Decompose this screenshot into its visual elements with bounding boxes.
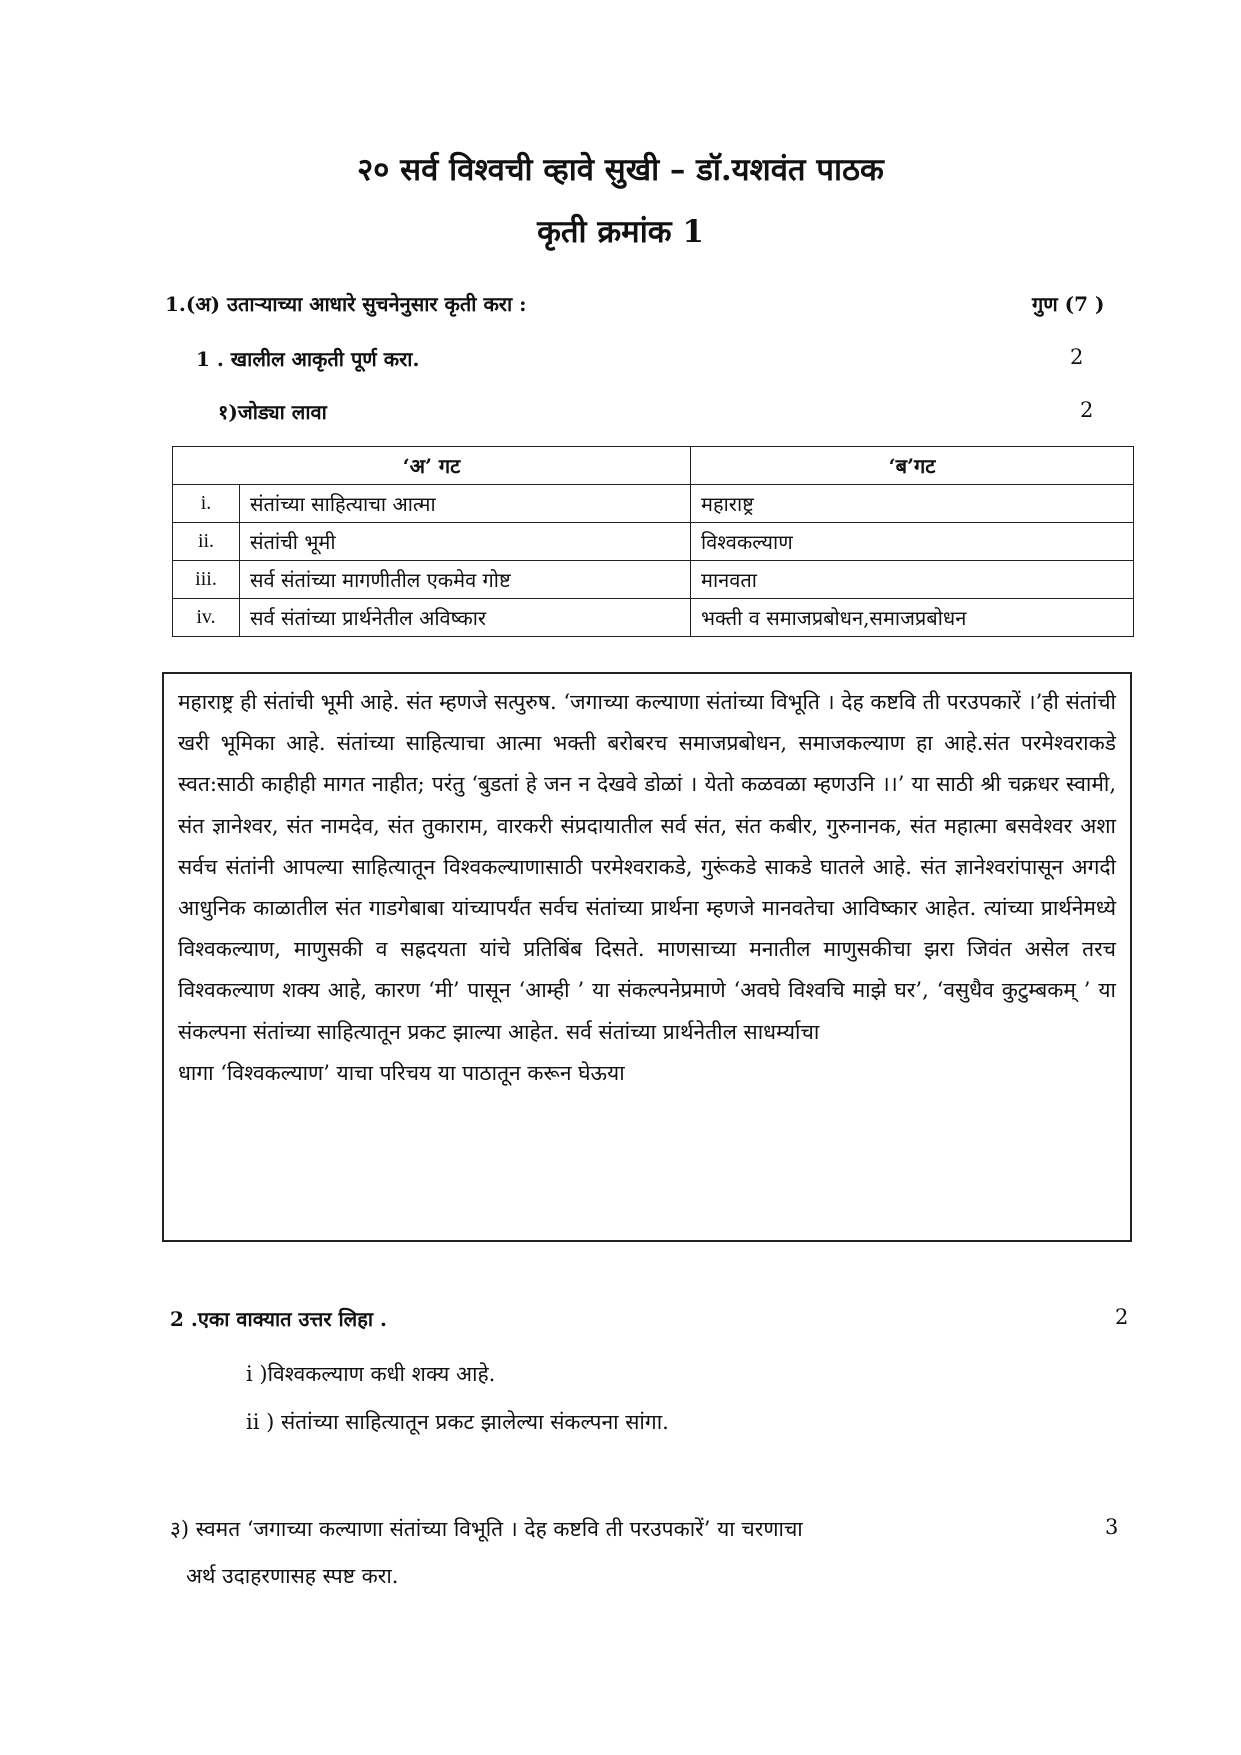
section-1-label: 1.(अ) उताऱ्याच्या आधारे सुचनेनुसार कृती करा : (165, 292, 527, 316)
subquestion-1-label: 1 . खालील आकृती पूर्ण करा. (196, 347, 420, 371)
question-2-item-2: ii ) संतांच्या साहित्यातून प्रकट झालेल्या संकल्पना सांगा. (246, 1410, 669, 1434)
subquestion-1-marks: 2 (1070, 345, 1084, 369)
question-2-item-1: i )विश्वकल्याण कधी शक्य आहे. (246, 1362, 496, 1386)
question-3-marks: 3 (1105, 1515, 1119, 1539)
passage-text: महाराष्ट्र ही संतांची भूमी आहे. संत म्हणजे सत्पुरुष. ‘जगाच्या कल्याणा संतांच्या विभूति । देह कष्टवि ती परउपकारें ।’ही संतांची खरी भूमिका आहे. संतांच्या साहित्याचा आत्मा भक्ती बरोबरच समाजप्रबोधन, समाजकल्याण हा आहे.संत परमेश्वराकडे स्वत:साठी काहीही मागत नाहीत; परंतु ‘बुडतां हे जन न देखवे डोळां । येतो कळवळा म्हणउनि ।।’ या साठी श्री चक्रधर स्वामी, संत ज्ञानेश्वर, संत नामदेव, संत तुकाराम, वारकरी संप्रदायातील सर्व संत, संत कबीर, गुरुनानक, संत महात्मा बसवेश्वर अशा सर्वच संतांनी आपल्या साहित्यातून विश्वकल्याणासाठी परमेश्वराकडे, गुरूंकडे साकडे घातले आहे. संत ज्ञानेश्वरांपासून अगदी आधुनिक काळातील संत गाडगेबाबा यांच्यापर्यंत सर्वच संतांच्या प्रार्थना म्हणजे मानवतेचा आविष्कार आहेत. त्यांच्या प्रार्थनेमध्ये विश्वकल्याण, माणुसकी व सह्रदयता यांचे प्रतिबिंब दिसते. माणसाच्या मनातील माणुसकीचा झरा जिवंत असेल तरच विश्वकल्याण शक्य आहे, कारण ‘मी’ पासून ‘आम्ही ’ या संकल्पनेप्रमाणे ‘अवघे विश्वचि माझे घर’, ‘वसुधैव कुटुम्बकम् ’ या संकल्पना संतांच्या साहित्यातून प्रकट झाल्या आहेत. सर्व संतांच्या प्रार्थनेतील साधर्म्याचा (178, 690, 1116, 1044)
match-pairs-marks: 2 (1080, 398, 1094, 422)
match-table-header (173, 447, 1134, 485)
passage-box (162, 672, 1132, 1242)
column-b-header: ‘ब’गट (691, 447, 1134, 485)
column-a-cell: संतांची भूमी (240, 523, 691, 561)
column-b-cell: भक्ती व समाजप्रबोधन,समाजप्रबोधन (691, 599, 1134, 637)
question-2-label: 2 .एका वाक्यात उत्तर लिहा . (170, 1307, 387, 1331)
column-a-cell: सर्व संतांच्या प्रार्थनेतील अविष्कार (240, 599, 691, 637)
row-number: i. (173, 485, 240, 523)
passage-last-line: धागा ‘विश्वकल्याण’ याचा परिचय या पाठातून करून घेऊया (178, 1060, 625, 1085)
activity-number: कृती क्रमांक 1 (537, 214, 704, 250)
column-b-cell: विश्वकल्याण (691, 523, 1134, 561)
match-table (172, 446, 1134, 637)
column-a-cell: सर्व संतांच्या मागणीतील एकमेव गोष्ट (240, 561, 691, 599)
match-pairs-label: १)जोड्या लावा (218, 400, 327, 424)
column-b-cell: मानवता (691, 561, 1134, 599)
table-row (173, 523, 1134, 561)
question-3-line-1: ३) स्वमत ‘जगाच्या कल्याणा संतांच्या विभूति । देह कष्टवि ती परउपकारें’ या चरणाचा (170, 1517, 803, 1541)
section-1-marks: गुण (7 ) (1032, 292, 1105, 316)
column-a-cell: संतांच्या साहित्याचा आत्मा (240, 485, 691, 523)
question-3-line-2: अर्थ उदाहरणासह स्पष्ट करा. (186, 1564, 399, 1588)
table-row (173, 485, 1134, 523)
table-row (173, 599, 1134, 637)
column-a-header: ‘अ’ गट (173, 447, 691, 485)
question-2-marks: 2 (1115, 1305, 1129, 1329)
row-number: iv. (173, 599, 240, 637)
lesson-title: २० सर्व विश्वची व्हावे सुखी – डॉ.यशवंत पाठक (357, 152, 884, 188)
column-b-cell: महाराष्ट्र (691, 485, 1134, 523)
row-number: iii. (173, 561, 240, 599)
table-row (173, 561, 1134, 599)
row-number: ii. (173, 523, 240, 561)
